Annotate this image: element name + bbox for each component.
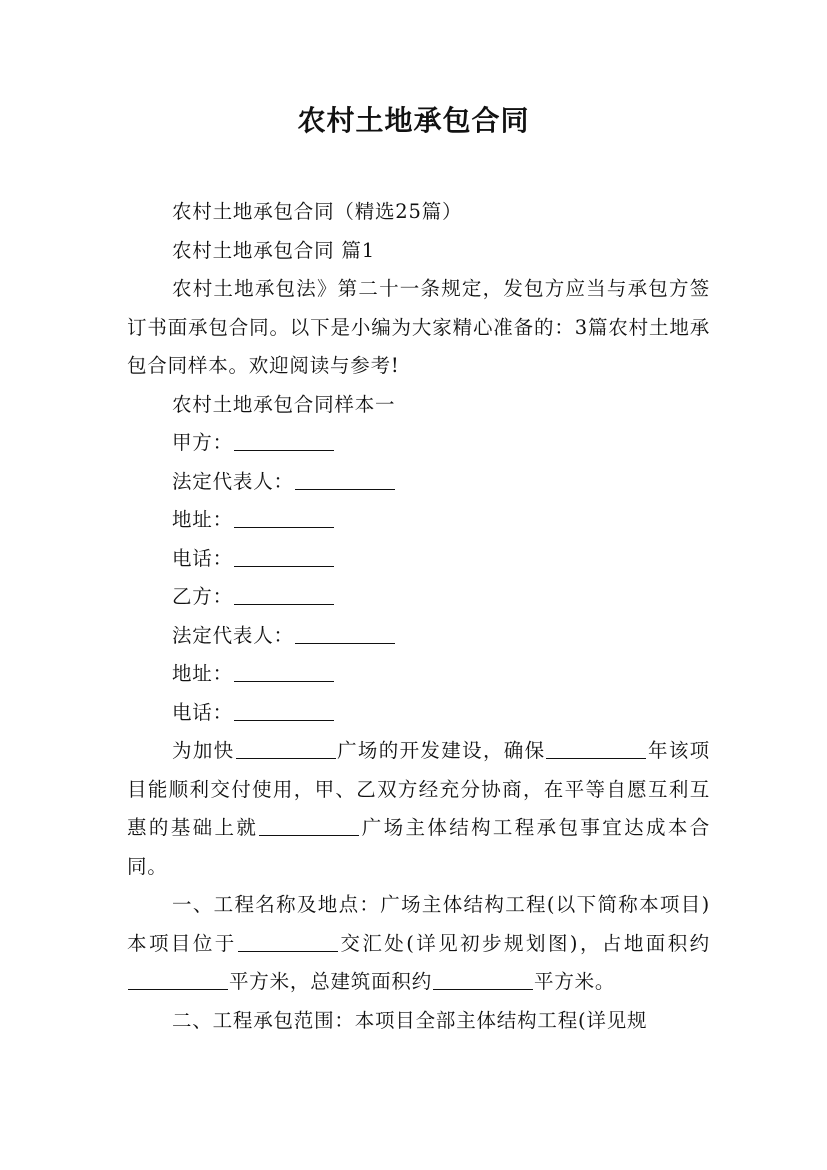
document-title: 农村土地承包合同	[297, 104, 530, 137]
preamble-text-2: 广场的开发建设，确保	[336, 739, 546, 762]
clause-1-text-4: 平方米。	[534, 970, 616, 993]
clause-1-text-1: 一、工程名称及地点：广场主体结构工程(以下简称本项目)本项目位于	[127, 893, 710, 955]
clause-1-text-2: 交汇处(详见初步规划图)，占地面积约	[338, 931, 710, 955]
sample-heading: 农村土地承包合同样本一	[172, 392, 396, 416]
party-a-address-row	[127, 501, 710, 540]
party-a-name-label: 甲方：	[172, 431, 233, 454]
party-a-rep-label: 法定代表人：	[172, 469, 294, 493]
preamble-text-4: 广场主体结构工程承包事宜达成本合同。	[127, 816, 710, 878]
party-b-name-label: 乙方：	[172, 585, 233, 608]
party-b-address-label: 地址：	[172, 662, 233, 685]
party-b-phone-blank	[234, 700, 334, 721]
intro-line-2: 农村土地承包合同 篇1	[172, 238, 375, 262]
party-b-phone-label: 电话：	[172, 700, 233, 724]
party-a-address-label: 地址：	[172, 508, 233, 531]
party-b-phone-row	[127, 694, 710, 733]
preamble-blank-3	[259, 815, 359, 836]
party-b-rep-row	[127, 617, 710, 656]
clause-1-blank-2	[128, 969, 228, 990]
preamble-text-1: 为加快	[172, 739, 235, 762]
party-b-name-row	[127, 578, 710, 617]
party-a-phone-label: 电话：	[172, 546, 233, 570]
clause-2-paragraph: 二、工程承包范围：本项目全部主体结构工程(详见规	[172, 1008, 648, 1032]
party-a-phone-row	[127, 540, 710, 579]
clause-1-text-3: 平方米，总建筑面积约	[229, 970, 433, 993]
intro-line-1: 农村土地承包合同（精选25篇）	[172, 200, 463, 223]
party-a-rep-row	[127, 463, 710, 502]
preamble-text-3: 年该项目能顺利交付使用，甲、乙双方经充分协商，在平等自愿互利互惠的基础上就	[127, 739, 710, 839]
party-a-rep-blank	[295, 469, 395, 490]
clause-1-blank-3	[433, 969, 533, 990]
party-b-address-blank	[234, 661, 334, 682]
preamble-paragraph	[127, 732, 710, 886]
party-a-phone-blank	[234, 546, 334, 567]
clause-1-paragraph	[127, 886, 710, 1002]
preamble-blank-2	[546, 738, 646, 759]
party-b-name-blank	[234, 584, 334, 605]
intro-paragraph: 农村土地承包法》第二十一条规定，发包方应当与承包方签订书面承包合同。以下是小编为大家精心准备的：3篇农村土地承包合同样本。欢迎阅读与参考!	[127, 277, 710, 377]
clause-1-blank-1	[238, 931, 338, 952]
party-a-name-row	[127, 424, 710, 463]
party-b-address-row	[127, 655, 710, 694]
document-body	[127, 193, 710, 1040]
party-b-rep-label: 法定代表人：	[172, 623, 294, 647]
party-a-name-blank	[234, 430, 334, 451]
party-a-address-blank	[234, 507, 334, 528]
party-b-rep-blank	[295, 623, 395, 644]
preamble-blank-1	[236, 738, 336, 759]
